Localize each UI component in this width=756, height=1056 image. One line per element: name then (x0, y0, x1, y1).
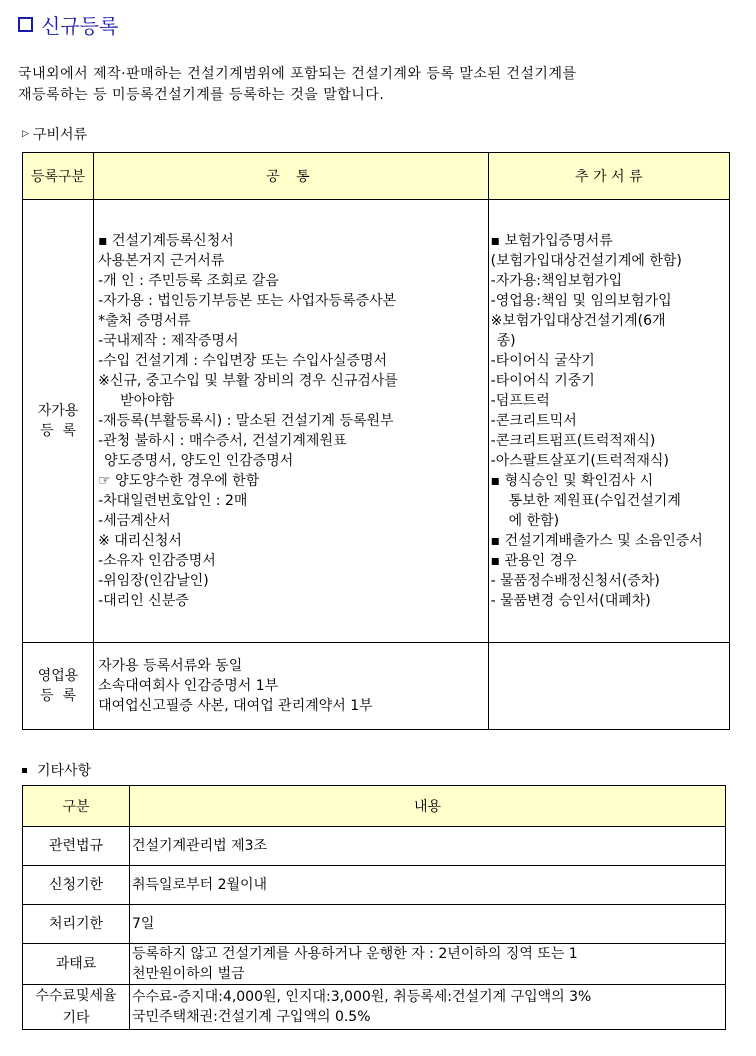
document-line: -차대일련번호압인 : 2매 (98, 493, 248, 509)
header-cell: 등록구분 (23, 153, 94, 200)
value-line: 국민주택채권:건설기계 구입액의 0.5% (132, 1009, 371, 1025)
section-heading-other (22, 760, 91, 780)
row-value (130, 905, 726, 944)
document-line: -위임장(인감날인) (98, 573, 209, 589)
document-line: 에 한함) (508, 513, 560, 529)
header-cell: 추 가 서 류 (488, 153, 729, 200)
document-line: -영업용:책임 및 임의보험가입 (490, 293, 672, 309)
row-label (23, 643, 94, 730)
document-line: 양도증명서, 양도인 인감증명서 (104, 453, 294, 469)
intro-text (18, 64, 738, 106)
document-line: ※ 대리신청서 (98, 533, 182, 549)
row-label-line: 자가용 (37, 403, 79, 419)
document-line: -대리인 신분증 (98, 593, 189, 609)
document-line: 통보한 제원표(수입건설기계 (508, 493, 681, 509)
common-documents-cell (94, 200, 489, 643)
document-line: -세금계산서 (98, 513, 171, 529)
table-header-row (23, 153, 730, 200)
document-line: -타이어식 기중기 (490, 373, 595, 389)
extra-documents-cell (488, 643, 729, 730)
document-line: ▪ 건설기계배출가스 및 소음인증서 (490, 533, 703, 549)
intro-line: 재등록하는 등 미등록건설기계를 등록하는 것을 말합니다. (18, 87, 385, 103)
document-line: 소속대여회사 인감증명서 1부 (98, 678, 279, 694)
document-line: 받아야함 (120, 393, 175, 409)
document-line: -아스팔트살포기(트럭적재식) (490, 453, 669, 469)
table-row (23, 985, 726, 1030)
other-info-table (22, 785, 726, 1030)
document-line: -개 인 : 주민등록 조회로 갈음 (98, 273, 279, 289)
required-documents-table (22, 152, 730, 730)
document-line: 사용본거지 근거서류 (98, 253, 225, 269)
document-line: -덤프트럭 (490, 393, 550, 409)
document-line: -콘크리트믹서 (490, 413, 577, 429)
value-line: 건설기계관리법 제3조 (132, 838, 268, 854)
document-line: 대여업신고필증 사본, 대여업 관리계약서 1부 (98, 698, 373, 714)
row-label: 과태료 (23, 944, 130, 985)
row-value (130, 827, 726, 866)
section-heading-documents (22, 124, 87, 144)
row-label: 관련법규 (23, 827, 130, 866)
row-label-line: 영업용 (37, 668, 79, 684)
row-label: 신청기한 (23, 866, 130, 905)
value-line: 7일 (132, 916, 155, 932)
row-label (23, 200, 94, 643)
value-line: 취득일로부터 2월이내 (132, 877, 268, 893)
row-label-line: 등 록 (40, 688, 77, 704)
page-title (18, 10, 118, 39)
row-value (130, 866, 726, 905)
triangle-bullet-icon: ▷ (22, 129, 29, 139)
row-value (130, 944, 726, 985)
document-line: ▪ 보험가입증명서류 (490, 233, 613, 249)
document-line: - 물품정수배정신청서(증차) (490, 573, 660, 589)
table-row (23, 944, 726, 985)
value-line: 수수료-증지대:4,000원, 인지대:3,000원, 취등록세:건설기계 구입액의 3% (132, 989, 592, 1005)
document-line: ▪ 관용인 경우 (490, 553, 577, 569)
document-line: (보험가입대상건설기계에 한함) (490, 253, 682, 269)
document-line: 자가용 등록서류와 동일 (98, 658, 243, 674)
table-row (23, 827, 726, 866)
section-heading-text: 기타사항 (37, 763, 92, 779)
header-cell: 내용 (130, 786, 726, 827)
extra-documents-cell (488, 200, 729, 643)
table-row (23, 200, 730, 643)
document-line: -콘크리트펌프(트럭적재식) (490, 433, 656, 449)
document-line: ☞ 양도양수한 경우에 한함 (98, 473, 260, 489)
document-line: ※신규, 중고수입 및 부활 장비의 경우 신규검사를 (98, 373, 398, 389)
row-label: 처리기한 (23, 905, 130, 944)
document-line: - 물품변경 승인서(대폐차) (490, 593, 651, 609)
header-cell: 공 통 (94, 153, 489, 200)
table-row (23, 905, 726, 944)
document-line: -자가용:책임보험가입 (490, 273, 623, 289)
document-line: -타이어식 굴삭기 (490, 353, 595, 369)
document-line: -관청 불하시 : 매수증서, 건설기계제원표 (98, 433, 347, 449)
document-line: ▪ 건설기계등록신청서 (98, 233, 234, 249)
document-line: ※보험가입대상건설기계(6개 (490, 313, 666, 329)
document-line: -수입 건설기계 : 수입면장 또는 수입사실증명서 (98, 353, 388, 369)
row-label: 수수료및세율 기타 (23, 985, 130, 1030)
value-line: 등록하지 않고 건설기계를 사용하거나 운행한 자 : 2년이하의 징역 또는 1 (132, 946, 578, 962)
value-line: 천만원이하의 벌금 (132, 966, 245, 982)
section-heading-text: 구비서류 (32, 127, 88, 143)
square-bullet-icon (22, 768, 27, 773)
document-line: ▪ 형식승인 및 확인검사 시 (490, 473, 654, 489)
checkbox-square-icon (18, 17, 33, 32)
document-line: -국내제작 : 제작증명서 (98, 333, 239, 349)
document-line: 종) (496, 333, 516, 349)
document-line: -재등록(부활등록시) : 말소된 건설기계 등록원부 (98, 413, 394, 429)
table-row (23, 643, 730, 730)
row-value (130, 985, 726, 1030)
header-cell: 구분 (23, 786, 130, 827)
row-label-line: 등 록 (40, 423, 77, 439)
common-documents-cell (94, 643, 489, 730)
table-header-row (23, 786, 726, 827)
document-line: -소유자 인감증명서 (98, 553, 216, 569)
intro-line: 국내외에서 제작·판매하는 건설기계범위에 포함되는 건설기계와 등록 말소된 건설기계를 (18, 66, 577, 82)
table-row (23, 866, 726, 905)
document-line: *출처 증명서류 (98, 313, 191, 329)
page-title-text: 신규등록 (41, 14, 119, 38)
document-line: -자가용 : 법인등기부등본 또는 사업자등록증사본 (98, 293, 397, 309)
